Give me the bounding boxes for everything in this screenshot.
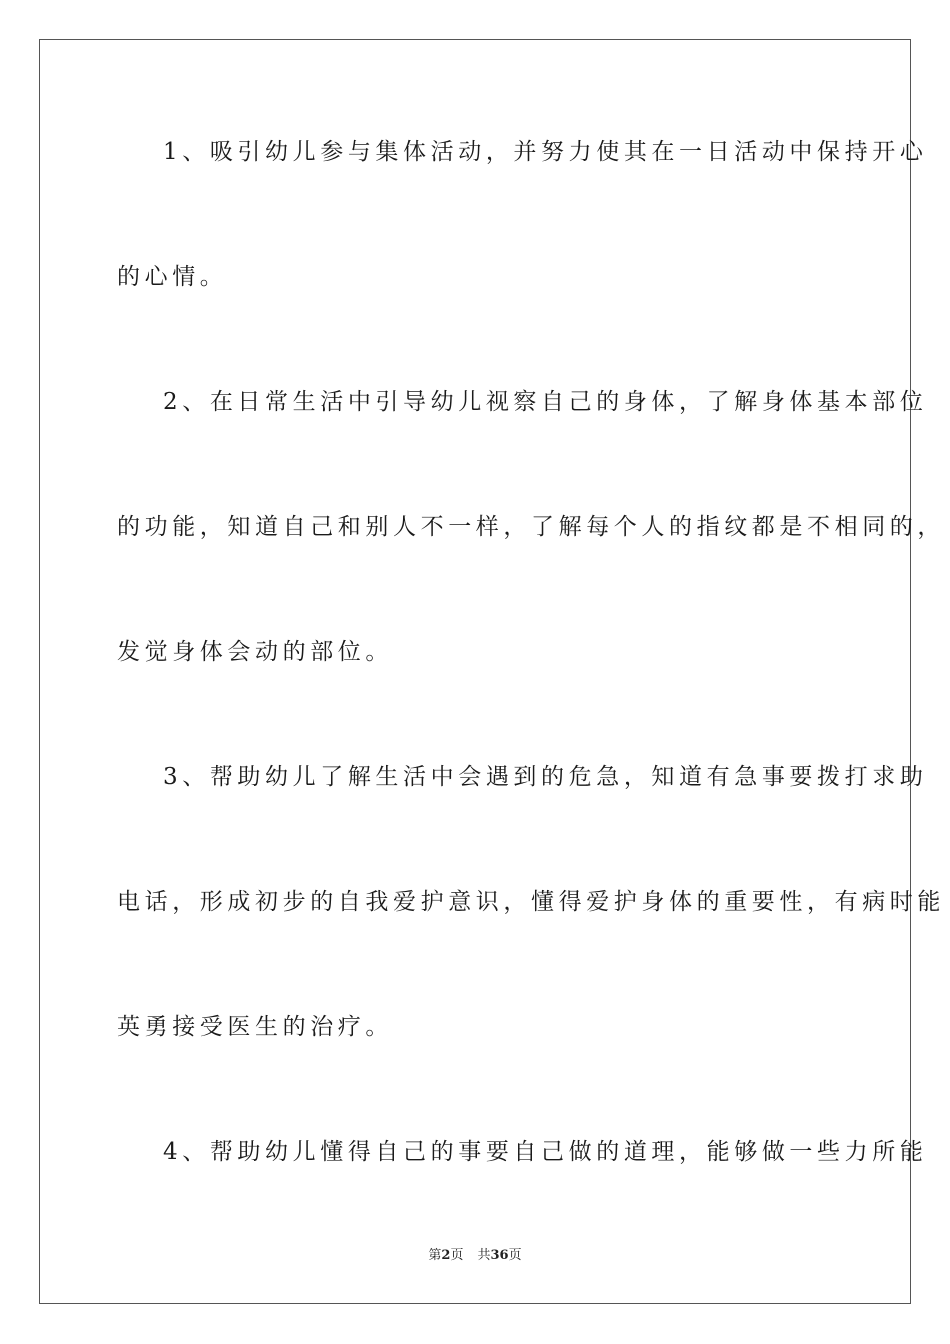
page-number: 2	[441, 1248, 451, 1263]
page-suffix: 页	[450, 1248, 464, 1263]
paragraph-line: 2、在日常生活中引导幼儿视察自己的身体，了解身体基本部位	[163, 389, 928, 415]
paragraph-line: 英勇接受医生的治疗。	[117, 1014, 393, 1040]
paragraph-line: 4、帮助幼儿懂得自己的事要自己做的道理，能够做一些力所能	[163, 1139, 928, 1165]
total-suffix: 页	[508, 1248, 522, 1263]
paragraph-line: 发觉身体会动的部位。	[117, 639, 393, 665]
page-prefix: 第	[428, 1248, 442, 1263]
page-footer	[0, 1247, 950, 1265]
paragraph-line: 电话，形成初步的自我爱护意识，懂得爱护身体的重要性，有病时能	[117, 889, 945, 915]
paragraph-line: 的功能，知道自己和别人不一样，了解每个人的指纹都是不相同的，	[117, 514, 945, 540]
paragraph-line: 3、帮助幼儿了解生活中会遇到的危急，知道有急事要拨打求助	[163, 764, 928, 790]
paragraph-line: 1、吸引幼儿参与集体活动，并努力使其在一日活动中保持开心	[163, 139, 928, 165]
total-prefix: 共	[477, 1248, 491, 1263]
page-border	[39, 39, 911, 1304]
paragraph-line: 的心情。	[117, 264, 228, 290]
total-pages: 36	[490, 1248, 509, 1263]
